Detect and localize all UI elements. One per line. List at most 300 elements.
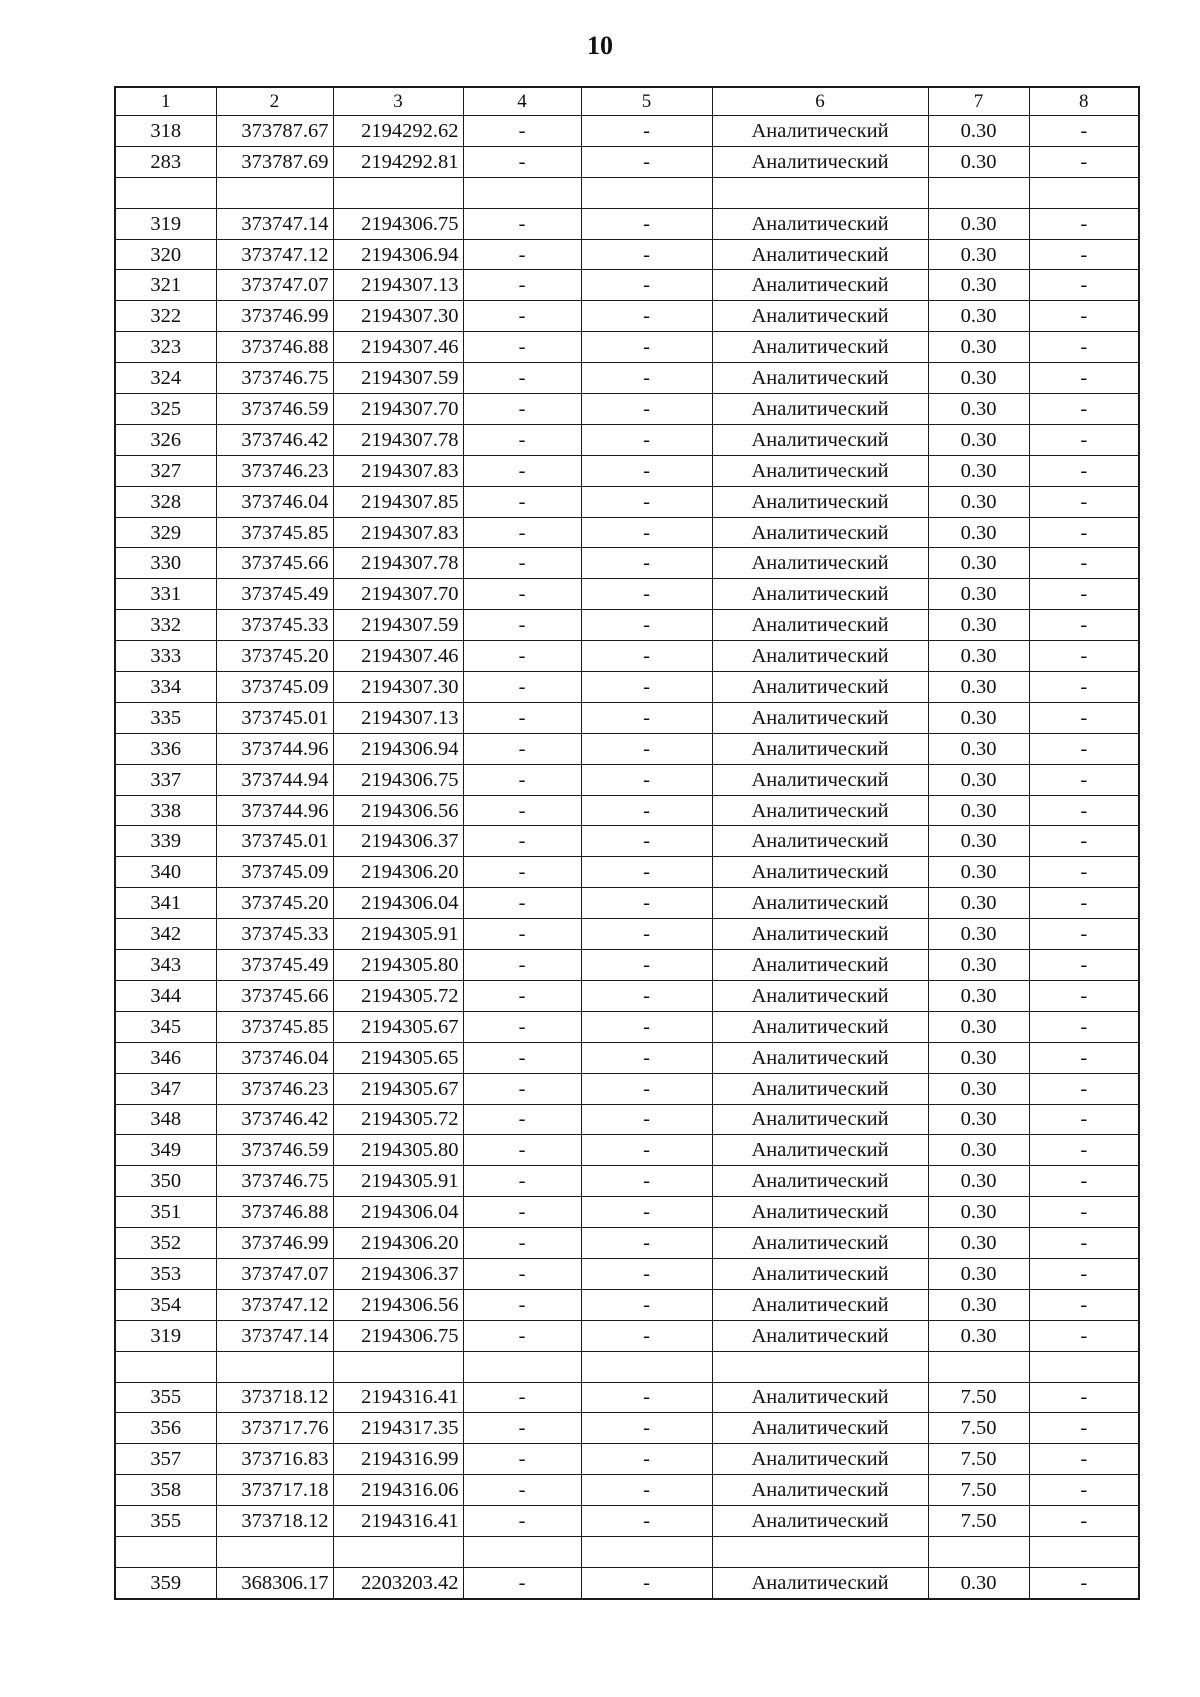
y-coordinate-cell: 2194292.81: [333, 146, 463, 177]
y-coordinate-cell: 2194305.72: [333, 1104, 463, 1135]
accuracy-cell: 0.30: [928, 1320, 1029, 1351]
accuracy-cell: 0.30: [928, 950, 1029, 981]
col-4-cell: -: [463, 1166, 581, 1197]
x-coordinate-cell: 373744.96: [216, 733, 333, 764]
col-4-cell: -: [463, 672, 581, 703]
x-coordinate-cell: 368306.17: [216, 1567, 333, 1598]
method-cell: Аналитический: [712, 208, 928, 239]
table-row: [115, 1444, 1139, 1475]
method-cell: Аналитический: [712, 579, 928, 610]
y-coordinate-cell: 2194316.06: [333, 1475, 463, 1506]
x-coordinate-cell: 373745.66: [216, 980, 333, 1011]
x-coordinate-cell: 373745.09: [216, 672, 333, 703]
col-4-cell: -: [463, 332, 581, 363]
table-row: [115, 363, 1139, 394]
y-coordinate-cell: [333, 177, 463, 208]
x-coordinate-cell: 373747.07: [216, 270, 333, 301]
table-row: [115, 857, 1139, 888]
accuracy-cell: 0.30: [928, 1289, 1029, 1320]
col-8-cell: -: [1029, 1073, 1139, 1104]
y-coordinate-cell: 2194306.37: [333, 826, 463, 857]
col-8-cell: -: [1029, 455, 1139, 486]
col-4-cell: -: [463, 641, 581, 672]
method-cell: Аналитический: [712, 1104, 928, 1135]
col-4-cell: -: [463, 548, 581, 579]
col-8-cell: -: [1029, 1135, 1139, 1166]
point-number-cell: 335: [115, 702, 216, 733]
method-cell: Аналитический: [712, 1289, 928, 1320]
y-coordinate-cell: [333, 1351, 463, 1382]
col-4-cell: -: [463, 764, 581, 795]
col-4-cell: -: [463, 1135, 581, 1166]
accuracy-cell: 0.30: [928, 1166, 1029, 1197]
coordinates-table: [114, 86, 1140, 1600]
table-row: [115, 1289, 1139, 1320]
col-8-cell: -: [1029, 641, 1139, 672]
col-4-cell: -: [463, 146, 581, 177]
method-cell: Аналитический: [712, 486, 928, 517]
y-coordinate-cell: 2194307.59: [333, 610, 463, 641]
point-number-cell: 352: [115, 1228, 216, 1259]
col-5-cell: -: [581, 1567, 712, 1598]
method-cell: Аналитический: [712, 1166, 928, 1197]
col-5-cell: -: [581, 270, 712, 301]
col-5-cell: -: [581, 1320, 712, 1351]
y-coordinate-cell: 2194306.56: [333, 795, 463, 826]
method-cell: Аналитический: [712, 1073, 928, 1104]
accuracy-cell: 7.50: [928, 1382, 1029, 1413]
col-8-cell: -: [1029, 548, 1139, 579]
header-cell-5: 5: [581, 87, 712, 116]
col-8-cell: -: [1029, 888, 1139, 919]
table-body: [115, 87, 1139, 1599]
col-4-cell: -: [463, 1011, 581, 1042]
x-coordinate-cell: 373787.67: [216, 116, 333, 147]
col-8-cell: -: [1029, 1166, 1139, 1197]
col-8-cell: -: [1029, 1104, 1139, 1135]
col-5-cell: -: [581, 641, 712, 672]
x-coordinate-cell: 373746.88: [216, 1197, 333, 1228]
x-coordinate-cell: 373745.01: [216, 702, 333, 733]
col-8-cell: -: [1029, 1289, 1139, 1320]
table-row: [115, 455, 1139, 486]
method-cell: Аналитический: [712, 672, 928, 703]
x-coordinate-cell: 373745.20: [216, 641, 333, 672]
y-coordinate-cell: 2194306.94: [333, 733, 463, 764]
table-row: [115, 332, 1139, 363]
page-number: 10: [587, 31, 613, 60]
y-coordinate-cell: 2194316.41: [333, 1382, 463, 1413]
col-8-cell: -: [1029, 208, 1139, 239]
table-row: [115, 1228, 1139, 1259]
x-coordinate-cell: 373745.49: [216, 950, 333, 981]
table-row: [115, 610, 1139, 641]
x-coordinate-cell: 373746.75: [216, 1166, 333, 1197]
table-row: [115, 1258, 1139, 1289]
col-5-cell: -: [581, 1073, 712, 1104]
col-8-cell: -: [1029, 486, 1139, 517]
table-row: [115, 826, 1139, 857]
col-5-cell: -: [581, 146, 712, 177]
y-coordinate-cell: 2194307.46: [333, 332, 463, 363]
method-cell: [712, 1536, 928, 1567]
col-8-cell: -: [1029, 826, 1139, 857]
col-5-cell: -: [581, 857, 712, 888]
col-4-cell: -: [463, 610, 581, 641]
col-8-cell: -: [1029, 1382, 1139, 1413]
y-coordinate-cell: 2194292.62: [333, 116, 463, 147]
table-row: [115, 641, 1139, 672]
x-coordinate-cell: 373747.12: [216, 1289, 333, 1320]
point-number-cell: 327: [115, 455, 216, 486]
col-8-cell: -: [1029, 610, 1139, 641]
point-number-cell: 344: [115, 980, 216, 1011]
x-coordinate-cell: 373717.76: [216, 1413, 333, 1444]
point-number-cell: 342: [115, 919, 216, 950]
point-number-cell: 322: [115, 301, 216, 332]
col-4-cell: -: [463, 1228, 581, 1259]
x-coordinate-cell: 373716.83: [216, 1444, 333, 1475]
point-number-cell: 333: [115, 641, 216, 672]
y-coordinate-cell: 2194306.75: [333, 764, 463, 795]
y-coordinate-cell: 2194305.72: [333, 980, 463, 1011]
col-4-cell: -: [463, 424, 581, 455]
col-4-cell: [463, 177, 581, 208]
y-coordinate-cell: 2194307.70: [333, 579, 463, 610]
x-coordinate-cell: 373744.94: [216, 764, 333, 795]
col-5-cell: -: [581, 1228, 712, 1259]
col-5-cell: -: [581, 1258, 712, 1289]
col-5-cell: -: [581, 332, 712, 363]
method-cell: Аналитический: [712, 1413, 928, 1444]
accuracy-cell: 0.30: [928, 208, 1029, 239]
table-row: [115, 208, 1139, 239]
accuracy-cell: 7.50: [928, 1506, 1029, 1537]
accuracy-cell: 0.30: [928, 1197, 1029, 1228]
method-cell: Аналитический: [712, 919, 928, 950]
y-coordinate-cell: 2194306.94: [333, 239, 463, 270]
col-8-cell: -: [1029, 1567, 1139, 1598]
method-cell: Аналитический: [712, 826, 928, 857]
point-number-cell: 318: [115, 116, 216, 147]
table-row: [115, 1506, 1139, 1537]
col-4-cell: -: [463, 301, 581, 332]
x-coordinate-cell: 373745.01: [216, 826, 333, 857]
col-4-cell: -: [463, 1289, 581, 1320]
table-header-row: [115, 87, 1139, 116]
y-coordinate-cell: 2194307.13: [333, 270, 463, 301]
method-cell: Аналитический: [712, 1197, 928, 1228]
x-coordinate-cell: 373746.99: [216, 1228, 333, 1259]
method-cell: Аналитический: [712, 1135, 928, 1166]
point-number-cell: 338: [115, 795, 216, 826]
point-number-cell: 332: [115, 610, 216, 641]
accuracy-cell: 0.30: [928, 610, 1029, 641]
y-coordinate-cell: 2194307.30: [333, 672, 463, 703]
x-coordinate-cell: 373747.07: [216, 1258, 333, 1289]
point-number-cell: 328: [115, 486, 216, 517]
col-5-cell: -: [581, 950, 712, 981]
col-8-cell: -: [1029, 116, 1139, 147]
accuracy-cell: 0.30: [928, 548, 1029, 579]
method-cell: Аналитический: [712, 548, 928, 579]
col-8-cell: -: [1029, 795, 1139, 826]
col-8-cell: -: [1029, 1258, 1139, 1289]
method-cell: Аналитический: [712, 1042, 928, 1073]
col-4-cell: -: [463, 363, 581, 394]
y-coordinate-cell: 2194307.85: [333, 486, 463, 517]
x-coordinate-cell: 373746.88: [216, 332, 333, 363]
col-5-cell: -: [581, 1413, 712, 1444]
accuracy-cell: 0.30: [928, 332, 1029, 363]
col-4-cell: -: [463, 826, 581, 857]
y-coordinate-cell: 2194306.20: [333, 857, 463, 888]
point-number-cell: 350: [115, 1166, 216, 1197]
table-row: [115, 764, 1139, 795]
col-8-cell: -: [1029, 919, 1139, 950]
col-4-cell: -: [463, 1104, 581, 1135]
y-coordinate-cell: 2194305.91: [333, 1166, 463, 1197]
col-8-cell: -: [1029, 1444, 1139, 1475]
col-5-cell: -: [581, 702, 712, 733]
col-5-cell: -: [581, 919, 712, 950]
y-coordinate-cell: [333, 1536, 463, 1567]
table-row: [115, 1042, 1139, 1073]
point-number-cell: 325: [115, 394, 216, 425]
table-row: [115, 486, 1139, 517]
method-cell: Аналитический: [712, 1011, 928, 1042]
method-cell: Аналитический: [712, 764, 928, 795]
point-number-cell: 354: [115, 1289, 216, 1320]
col-4-cell: [463, 1536, 581, 1567]
point-number-cell: 348: [115, 1104, 216, 1135]
point-number-cell: 324: [115, 363, 216, 394]
col-4-cell: -: [463, 1320, 581, 1351]
table-row: [115, 888, 1139, 919]
col-8-cell: -: [1029, 424, 1139, 455]
accuracy-cell: 0.30: [928, 116, 1029, 147]
col-8-cell: [1029, 1351, 1139, 1382]
accuracy-cell: 0.30: [928, 455, 1029, 486]
point-number-cell: 319: [115, 1320, 216, 1351]
point-number-cell: 349: [115, 1135, 216, 1166]
header-cell-1: 1: [115, 87, 216, 116]
x-coordinate-cell: 373745.33: [216, 919, 333, 950]
accuracy-cell: 0.30: [928, 672, 1029, 703]
y-coordinate-cell: 2194305.67: [333, 1073, 463, 1104]
col-4-cell: -: [463, 579, 581, 610]
x-coordinate-cell: 373747.12: [216, 239, 333, 270]
col-5-cell: -: [581, 672, 712, 703]
col-8-cell: -: [1029, 579, 1139, 610]
col-8-cell: -: [1029, 980, 1139, 1011]
table-row: [115, 950, 1139, 981]
method-cell: Аналитический: [712, 857, 928, 888]
x-coordinate-cell: 373745.85: [216, 517, 333, 548]
method-cell: Аналитический: [712, 1567, 928, 1598]
accuracy-cell: 0.30: [928, 702, 1029, 733]
accuracy-cell: 7.50: [928, 1475, 1029, 1506]
col-5-cell: -: [581, 1042, 712, 1073]
col-5-cell: -: [581, 579, 712, 610]
col-8-cell: -: [1029, 672, 1139, 703]
table-row: [115, 1135, 1139, 1166]
col-8-cell: -: [1029, 363, 1139, 394]
col-4-cell: -: [463, 394, 581, 425]
accuracy-cell: 0.30: [928, 1104, 1029, 1135]
y-coordinate-cell: 2194307.59: [333, 363, 463, 394]
col-4-cell: -: [463, 455, 581, 486]
y-coordinate-cell: 2203203.42: [333, 1567, 463, 1598]
point-number-cell: 358: [115, 1475, 216, 1506]
method-cell: Аналитический: [712, 1444, 928, 1475]
point-number-cell: 346: [115, 1042, 216, 1073]
method-cell: Аналитический: [712, 239, 928, 270]
col-5-cell: -: [581, 548, 712, 579]
header-cell-8: 8: [1029, 87, 1139, 116]
accuracy-cell: 0.30: [928, 363, 1029, 394]
col-8-cell: [1029, 177, 1139, 208]
x-coordinate-cell: 373747.14: [216, 208, 333, 239]
accuracy-cell: 0.30: [928, 1228, 1029, 1259]
col-4-cell: -: [463, 1475, 581, 1506]
col-5-cell: -: [581, 486, 712, 517]
x-coordinate-cell: 373746.42: [216, 424, 333, 455]
point-number-cell: 331: [115, 579, 216, 610]
point-number-cell: 347: [115, 1073, 216, 1104]
col-4-cell: -: [463, 1444, 581, 1475]
point-number-cell: 320: [115, 239, 216, 270]
accuracy-cell: 0.30: [928, 146, 1029, 177]
col-5-cell: -: [581, 795, 712, 826]
point-number-cell: 330: [115, 548, 216, 579]
col-4-cell: -: [463, 1258, 581, 1289]
table-row: [115, 301, 1139, 332]
method-cell: Аналитический: [712, 116, 928, 147]
col-8-cell: [1029, 1536, 1139, 1567]
method-cell: Аналитический: [712, 1506, 928, 1537]
col-4-cell: -: [463, 1413, 581, 1444]
method-cell: Аналитический: [712, 1320, 928, 1351]
accuracy-cell: [928, 1351, 1029, 1382]
point-number-cell: 336: [115, 733, 216, 764]
table-row: [115, 579, 1139, 610]
col-4-cell: -: [463, 888, 581, 919]
y-coordinate-cell: 2194306.37: [333, 1258, 463, 1289]
col-4-cell: -: [463, 239, 581, 270]
x-coordinate-cell: 373747.14: [216, 1320, 333, 1351]
col-8-cell: -: [1029, 1413, 1139, 1444]
method-cell: [712, 1351, 928, 1382]
accuracy-cell: 7.50: [928, 1413, 1029, 1444]
point-number-cell: 359: [115, 1567, 216, 1598]
x-coordinate-cell: 373717.18: [216, 1475, 333, 1506]
accuracy-cell: 0.30: [928, 1011, 1029, 1042]
x-coordinate-cell: 373745.20: [216, 888, 333, 919]
col-4-cell: -: [463, 702, 581, 733]
x-coordinate-cell: 373787.69: [216, 146, 333, 177]
col-4-cell: -: [463, 116, 581, 147]
method-cell: Аналитический: [712, 301, 928, 332]
accuracy-cell: 0.30: [928, 301, 1029, 332]
x-coordinate-cell: [216, 1536, 333, 1567]
x-coordinate-cell: 373744.96: [216, 795, 333, 826]
point-number-cell: 321: [115, 270, 216, 301]
point-number-cell: 339: [115, 826, 216, 857]
table-row: [115, 919, 1139, 950]
col-5-cell: -: [581, 394, 712, 425]
col-8-cell: -: [1029, 146, 1139, 177]
col-8-cell: -: [1029, 950, 1139, 981]
point-number-cell: 341: [115, 888, 216, 919]
accuracy-cell: 0.30: [928, 239, 1029, 270]
accuracy-cell: 0.30: [928, 764, 1029, 795]
accuracy-cell: 0.30: [928, 579, 1029, 610]
col-5-cell: -: [581, 1135, 712, 1166]
table-row: [115, 1320, 1139, 1351]
accuracy-cell: 0.30: [928, 919, 1029, 950]
method-cell: Аналитический: [712, 332, 928, 363]
col-8-cell: -: [1029, 270, 1139, 301]
table-row: [115, 1475, 1139, 1506]
y-coordinate-cell: 2194307.46: [333, 641, 463, 672]
col-8-cell: -: [1029, 517, 1139, 548]
accuracy-cell: 0.30: [928, 517, 1029, 548]
point-number-cell: 340: [115, 857, 216, 888]
col-5-cell: -: [581, 764, 712, 795]
y-coordinate-cell: 2194306.04: [333, 1197, 463, 1228]
accuracy-cell: 0.30: [928, 270, 1029, 301]
x-coordinate-cell: 373745.33: [216, 610, 333, 641]
header-cell-3: 3: [333, 87, 463, 116]
table-row: [115, 239, 1139, 270]
point-number-cell: 283: [115, 146, 216, 177]
y-coordinate-cell: 2194316.41: [333, 1506, 463, 1537]
y-coordinate-cell: 2194317.35: [333, 1413, 463, 1444]
method-cell: Аналитический: [712, 146, 928, 177]
col-5-cell: -: [581, 1011, 712, 1042]
point-number-cell: 343: [115, 950, 216, 981]
accuracy-cell: 0.30: [928, 980, 1029, 1011]
table-row: [115, 1197, 1139, 1228]
x-coordinate-cell: 373745.66: [216, 548, 333, 579]
x-coordinate-cell: 373745.85: [216, 1011, 333, 1042]
method-cell: Аналитический: [712, 950, 928, 981]
method-cell: Аналитический: [712, 641, 928, 672]
col-5-cell: -: [581, 888, 712, 919]
point-number-cell: 357: [115, 1444, 216, 1475]
point-number-cell: 351: [115, 1197, 216, 1228]
y-coordinate-cell: 2194305.80: [333, 950, 463, 981]
col-4-cell: -: [463, 486, 581, 517]
accuracy-cell: 0.30: [928, 1258, 1029, 1289]
col-8-cell: -: [1029, 733, 1139, 764]
y-coordinate-cell: 2194305.91: [333, 919, 463, 950]
table-row: [115, 146, 1139, 177]
col-5-cell: -: [581, 1197, 712, 1228]
table-row: [115, 548, 1139, 579]
point-number-cell: 337: [115, 764, 216, 795]
col-8-cell: -: [1029, 301, 1139, 332]
point-number-cell: 326: [115, 424, 216, 455]
point-number-cell: [115, 1351, 216, 1382]
accuracy-cell: 0.30: [928, 733, 1029, 764]
y-coordinate-cell: 2194305.65: [333, 1042, 463, 1073]
method-cell: Аналитический: [712, 980, 928, 1011]
col-8-cell: -: [1029, 702, 1139, 733]
col-8-cell: -: [1029, 1042, 1139, 1073]
y-coordinate-cell: 2194306.75: [333, 1320, 463, 1351]
